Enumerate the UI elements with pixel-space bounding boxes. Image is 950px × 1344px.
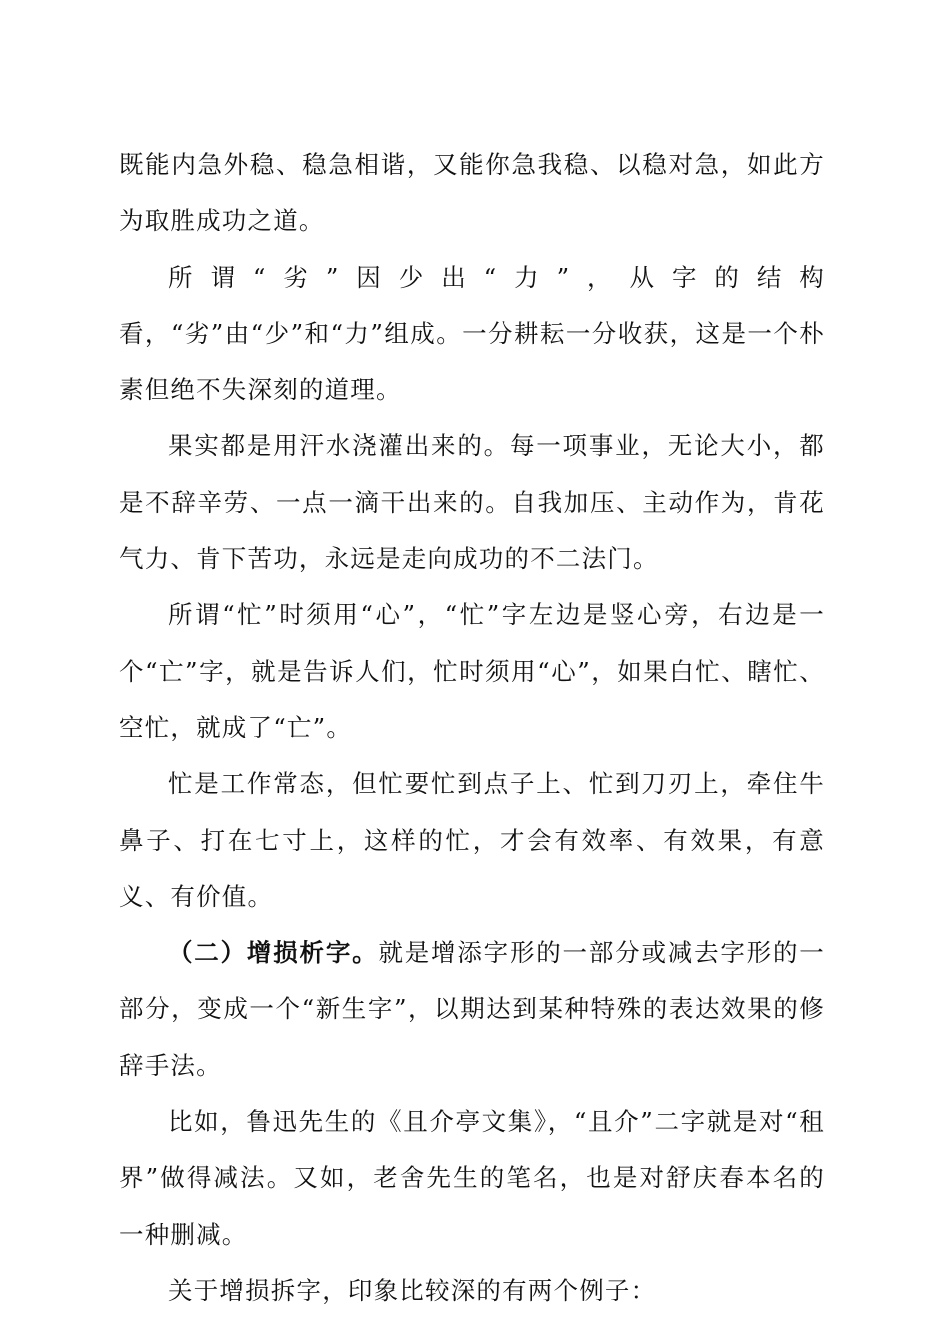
section-heading: （二）增损析字。 [168,938,379,968]
paragraph-4: 所谓“忙”时须用“心”，“忙”字左边是竖心旁，右边是一个“亡”字，就是告诉人们，忙时须用“心”，如果白忙、瞎忙、空忙，就成了“亡”。 [119,600,825,742]
paragraph-3: 果实都是用汗水浇灌出来的。每一项事业，无论大小，都是不辞辛劳、一点一滴干出来的。自我加压、主动作为，肯花气力、肯下苦功，永远是走向成功的不二法门。 [119,431,825,574]
document-body [119,137,825,1319]
paragraph-1: 既能内急外稳、稳急相谐，又能你急我稳、以稳对急，如此方为取胜成功之道。 [119,150,825,236]
paragraph-2: 所谓“劣”因少出“力”，从字的结构看，“劣”由“少”和“力”组成。一分耕耘一分收获，这是一个朴素但绝不失深刻的道理。 [119,262,825,405]
paragraph-6-text: 就是增添字形的一部分或减去字形的一部分，变成一个“新生字”，以期达到某种特殊的表达效果的修辞手法。 [119,938,825,1080]
paragraph-5: 忙是工作常态，但忙要忙到点子上、忙到刀刃上，牵住牛鼻子、打在七寸上，这样的忙，才会有效率、有效果，有意义、有价值。 [119,769,825,911]
paragraph-6 [119,925,825,1094]
paragraph-7: 比如，鲁迅先生的《且介亭文集》，“且介”二字就是对“租界”做得减法。又如，老舍先生的笔名，也是对舒庆春本名的一种删减。 [119,1107,825,1249]
paragraph-8: 关于增损拆字，印象比较深的有两个例子： [168,1275,657,1305]
